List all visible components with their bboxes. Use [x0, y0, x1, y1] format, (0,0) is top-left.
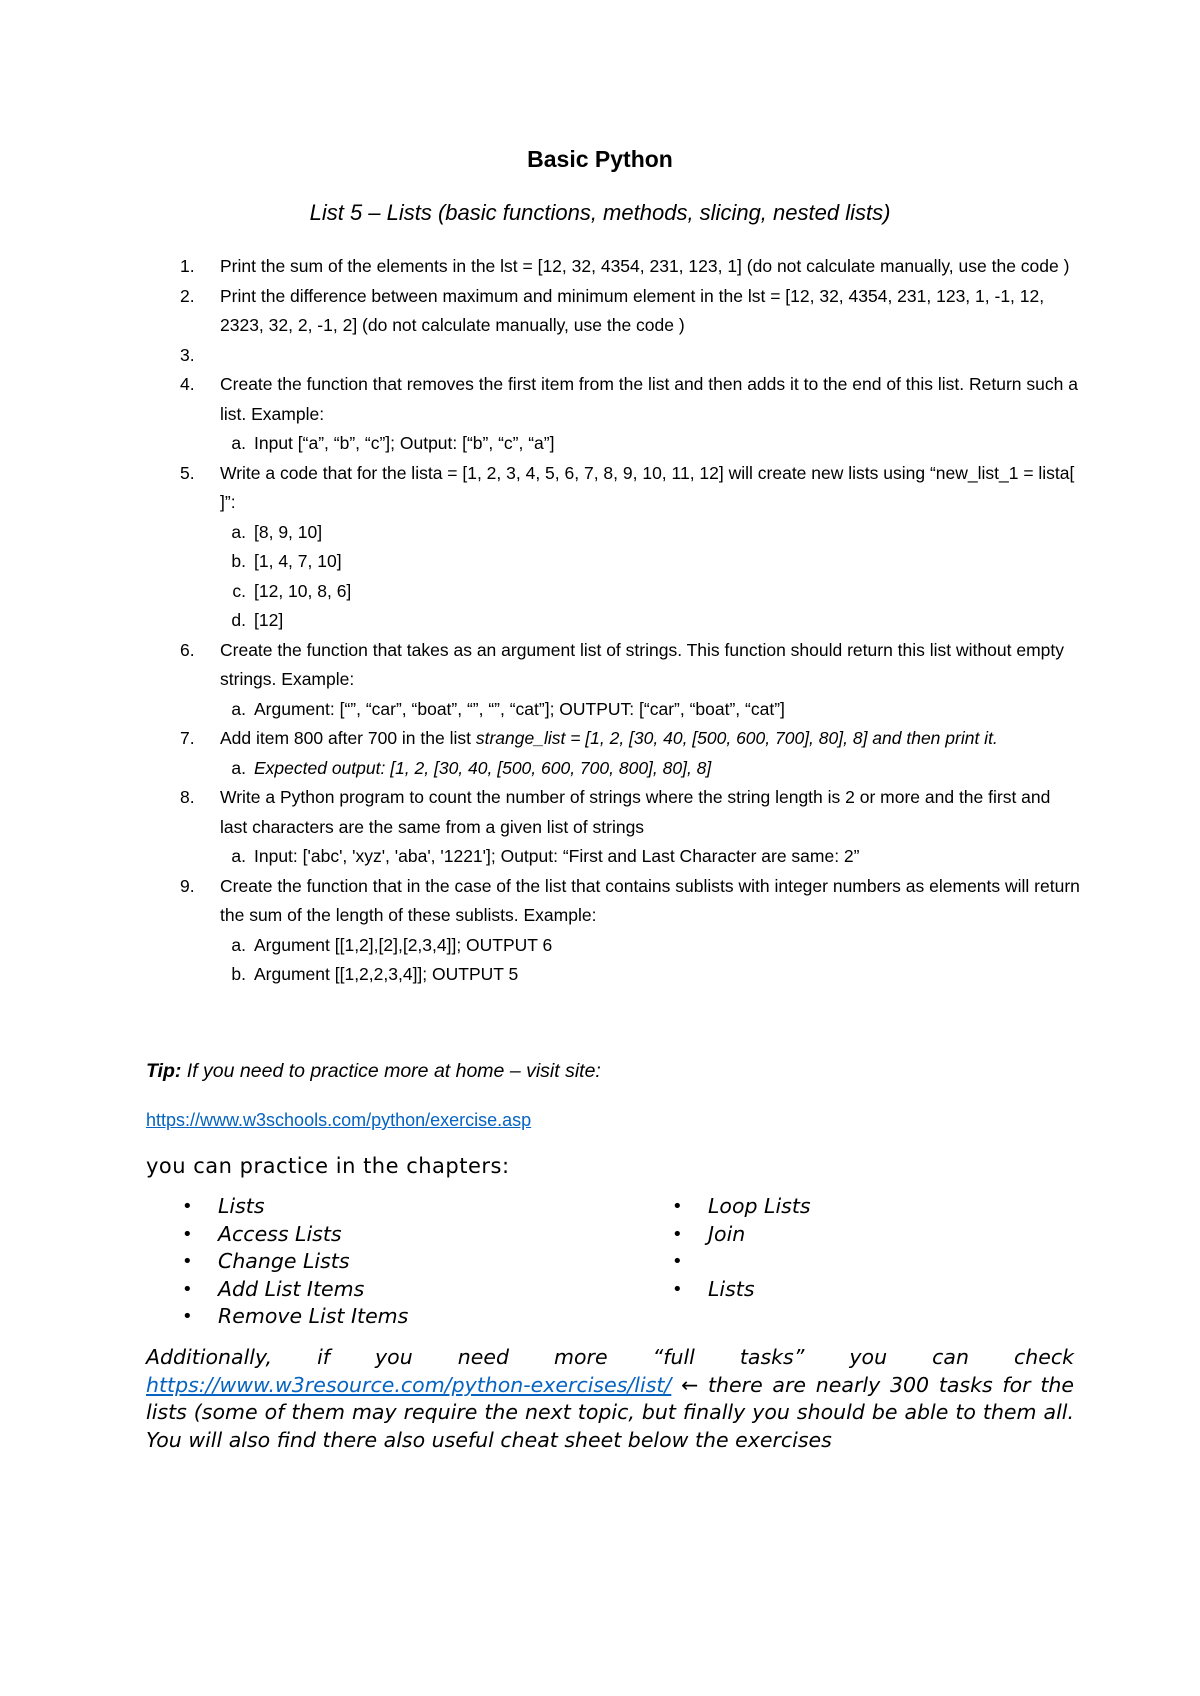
tip-text: If you need to practice more at home – visit site: — [181, 1060, 601, 1082]
chapter-item — [182, 1277, 408, 1305]
chapter-label: Join — [708, 1221, 746, 1246]
tip-label: Tip: — [146, 1060, 182, 1082]
chapter-label: Access Lists — [218, 1221, 342, 1246]
subtask-text: Input: ['abc', 'xyz', 'aba', '1221']; Output: “First and Last Character are same: 2” — [254, 846, 860, 866]
task-number: 2. — [180, 285, 195, 306]
w3resource-link[interactable]: https://www.w3resource.com/python-exercises/list/ — [146, 1372, 672, 1397]
task-item — [180, 636, 1080, 695]
subtask-item — [180, 842, 1080, 872]
subtask-item — [180, 606, 1080, 636]
subtask-text: Argument [[1,2],[2],[2,3,4]]; OUTPUT 6 — [254, 934, 553, 955]
chapter-label: Lists — [218, 1194, 265, 1218]
chapter-item — [672, 1277, 811, 1305]
bullet-icon: • — [182, 1306, 193, 1327]
subtask-letter: a. — [231, 934, 246, 955]
additional-text-before: Additionally, if you need more “full tasks” you can check — [146, 1345, 1074, 1369]
subtask-item — [180, 960, 1080, 990]
subtask-letter: a. — [231, 698, 246, 719]
task-number: 9. — [180, 875, 195, 896]
subtask-text: Argument [[1,2,2,3,4]]; OUTPUT 5 — [254, 964, 519, 984]
task-item — [180, 459, 1080, 518]
task-text: Print the sum of the elements in the lst = [12, 32, 4354, 231, 123, 1] (do not calculate manually, use the code ) — [220, 256, 1070, 276]
task-text: Write a Python program to count the number of strings where the string length is 2 or more and the first and last characters are the same from a given list of strings — [220, 787, 1051, 837]
task-number: 5. — [180, 462, 195, 483]
chapter-label: Loop Lists — [708, 1194, 811, 1218]
bullet-icon: • — [672, 1196, 683, 1217]
chapter-item — [182, 1222, 408, 1250]
chapters-list-left — [182, 1194, 408, 1332]
subtask-item — [180, 429, 1080, 459]
task-list — [180, 252, 1080, 990]
task-text-italic: strange_list = [1, 2, [30, 40, [500, 600, 700], 80], 8] and then print it. — [475, 728, 998, 748]
subtask-text: [8, 9, 10] — [254, 521, 323, 542]
subtask-item — [180, 754, 1080, 784]
task-item — [180, 282, 1080, 341]
subtask-item — [180, 518, 1080, 548]
task-number: 7. — [180, 728, 195, 748]
task-item — [180, 341, 1080, 371]
bullet-icon: • — [672, 1251, 683, 1272]
chapter-label: Change Lists — [218, 1249, 350, 1273]
bullet-icon: • — [672, 1223, 683, 1245]
chapter-label: Remove List Items — [218, 1304, 409, 1328]
chapters-list-right — [672, 1194, 811, 1304]
subtask-text: [1, 4, 7, 10] — [254, 551, 342, 571]
task-text: Write a code that for the lista = [1, 2, 3, 4, 5, 6, 7, 8, 9, 10, 11, 12] will create new lists using “new_list_1 = lista[ ]”: — [220, 462, 1075, 512]
task-text: Create the function that removes the first item from the list and then adds it to the end of this list. Return such a list. Example: — [220, 374, 1078, 424]
bullet-icon: • — [672, 1278, 683, 1300]
task-item — [180, 724, 1080, 754]
chapter-item — [182, 1194, 408, 1222]
subtask-letter: c. — [232, 580, 246, 601]
chapter-item — [672, 1249, 811, 1277]
chapter-item — [672, 1222, 811, 1250]
additional-paragraph — [146, 1344, 1074, 1454]
tip-line — [146, 1060, 1066, 1083]
task-text: Add item 800 after 700 in the list — [220, 728, 476, 748]
subtask-letter: a. — [231, 846, 246, 866]
task-item — [180, 370, 1080, 429]
subtask-item — [180, 931, 1080, 961]
chapter-item — [182, 1249, 408, 1277]
bullet-icon: • — [182, 1251, 193, 1272]
additional-text-after: ← there are nearly 300 tasks for the lists (some of them may require the next topic, but finally you should be able to them all. You will also find there also useful cheat sheet below the exercises — [146, 1372, 1074, 1452]
subtask-letter: b. — [231, 964, 246, 984]
task-number: 1. — [180, 256, 195, 276]
subtask-letter: a. — [231, 521, 246, 542]
bullet-icon: • — [182, 1278, 193, 1300]
chapter-label: Add List Items — [218, 1276, 365, 1301]
subtask-letter: a. — [231, 757, 246, 778]
task-item — [180, 783, 1080, 842]
subtask-text: Argument: [“”, “car”, “boat”, “”, “”, “cat”]; OUTPUT: [“car”, “boat”, “cat”] — [254, 698, 785, 719]
w3schools-link[interactable]: https://www.w3schools.com/python/exercise.asp — [146, 1110, 532, 1130]
chapter-label: Lists — [708, 1276, 755, 1301]
page-title: Basic Python — [527, 146, 673, 172]
task-number: 3. — [180, 344, 195, 365]
task-text: Create the function that in the case of the list that contains sublists with integer numbers as elements will return the sum of the length of these sublists. Example: — [220, 875, 1080, 925]
subtask-letter: d. — [231, 610, 246, 630]
task-text: Create the function that takes as an argument list of strings. This function should return this list without empty strings. Example: — [220, 639, 1064, 689]
bullet-icon: • — [182, 1223, 193, 1245]
bullet-icon: • — [182, 1196, 193, 1217]
subtask-item — [180, 695, 1080, 725]
subtask-text: Input [“a”, “b”, “c”]; Output: [“b”, “c”, “a”] — [254, 433, 555, 453]
task-item — [180, 872, 1080, 931]
subtask-text: [12] — [254, 610, 284, 630]
task-number: 4. — [180, 374, 195, 394]
chapter-item — [672, 1194, 811, 1222]
subtask-letter: b. — [231, 551, 246, 571]
subtask-letter: a. — [231, 433, 246, 453]
page-subtitle: List 5 – Lists (basic functions, methods, slicing, nested lists) — [309, 200, 891, 225]
subtask-item — [180, 577, 1080, 607]
subtask-text: Expected output: [1, 2, [30, 40, [500, 600, 700, 800], 80], 8] — [254, 757, 712, 778]
task-item — [180, 252, 1080, 282]
task-number: 8. — [180, 787, 195, 807]
chapter-item — [182, 1304, 408, 1332]
subtask-text: [12, 10, 8, 6] — [254, 580, 352, 601]
practice-text: you can practice in the chapters: — [146, 1154, 510, 1178]
task-number: 6. — [180, 639, 195, 660]
subtask-item — [180, 547, 1080, 577]
task-text: Print the difference between maximum and minimum element in the lst = [12, 32, 4354, 231, 123, 1, -1, 12, 2323, 32, 2, -1, 2] (do not calculate manually, use the code ) — [220, 285, 1045, 335]
